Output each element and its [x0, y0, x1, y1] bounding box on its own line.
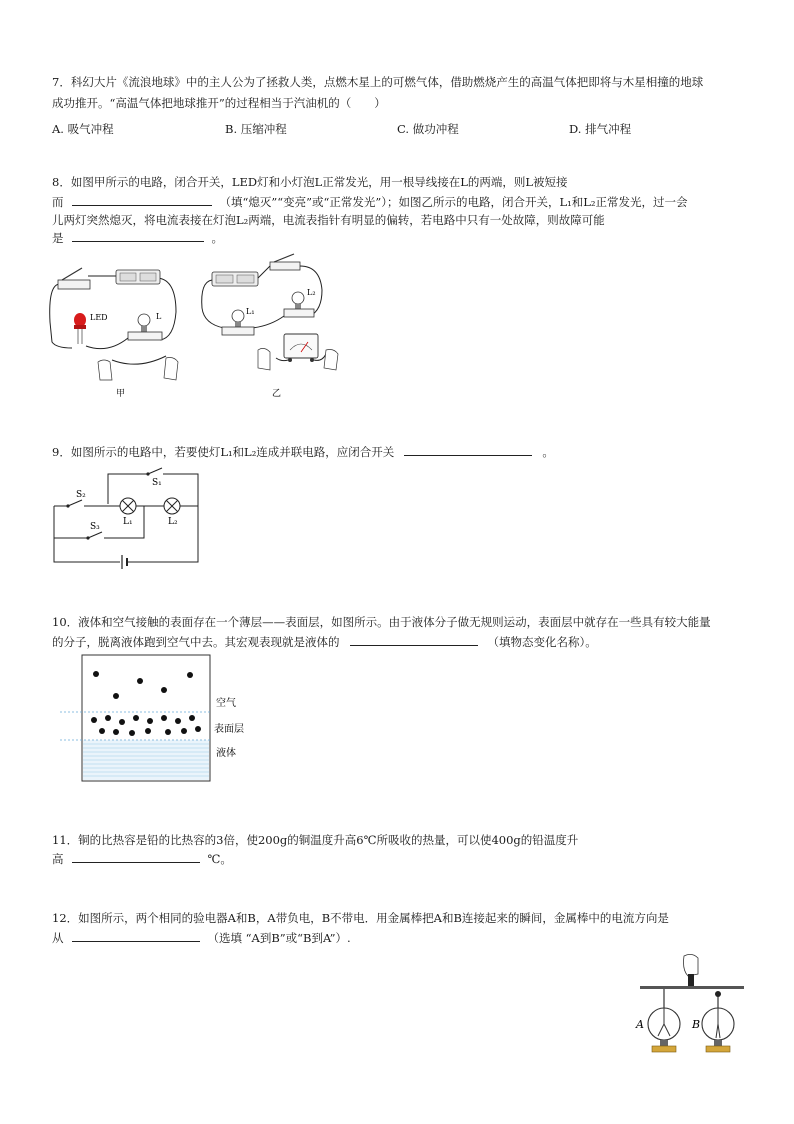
lamp-l1-label: L₁: [123, 517, 133, 527]
switch-s2-icon: [66, 500, 82, 508]
q7-line1: 7．科幻大片《流浪地球》中的主人公为了拯救人类，点燃木星上的可燃气体，借助燃烧产生的高温气体把即将与木星相撞的地球: [52, 75, 704, 89]
q8-line2-prefix: 而: [52, 195, 64, 209]
q8-line2-suffix: （填“熄灭”“变亮”或“正常发光”）；如图乙所示的电路，闭合开关，L₁和L₂正常发光，过一会: [219, 195, 688, 209]
switch-s1-label: S₁: [152, 478, 162, 488]
q8-figure-yi: [198, 250, 348, 402]
electroscope-b-label: B: [692, 1018, 701, 1031]
q12-answer-blank[interactable]: [72, 928, 200, 942]
q8-answer-blank-1[interactable]: [72, 192, 212, 206]
q11-line2-prefix: 高: [52, 852, 64, 866]
q8-line3: 儿两灯突然熄灭，将电流表接在灯泡L₂两端，电流表指针有明显的偏转，若电路中只有一处故障，则故障可能: [52, 213, 605, 227]
q7-option-a: A. 吸气冲程: [52, 122, 114, 136]
ammeter-icon: [284, 334, 318, 362]
electroscope-b-icon: [702, 991, 734, 1052]
lamp-l2-icon: [164, 498, 180, 514]
q8-figure-jia: [48, 262, 188, 402]
lamp-l1-icon: [120, 498, 136, 514]
q10-line1: 10．液体和空气接触的表面存在一个薄层——表面层，如图所示。由于液体分子做无规则运动，表面层中就存在一些具有较大能量: [52, 615, 711, 629]
liquid-label: 液体: [216, 748, 236, 759]
hand-right-icon: [164, 358, 178, 381]
hand-left-icon: [258, 348, 270, 370]
figure-yi-label: 乙: [272, 389, 282, 399]
q11-line2-suffix: ℃。: [207, 852, 232, 866]
q11-line1: 11．铜的比热容是铅的比热容的3倍，使200g的铜温度升高6℃所吸收的热量，可以使400g的铅温度升: [52, 833, 579, 847]
q9-text-suffix: 。: [542, 445, 554, 459]
led-label: LED: [90, 313, 108, 322]
q10-line2: [52, 632, 597, 652]
switch-s3-icon: [86, 532, 102, 540]
q10-figure: [60, 654, 280, 784]
switch-s1-icon: [146, 468, 162, 476]
q9-circuit-figure: [48, 466, 208, 570]
q12-line2-suffix: （选填 “A到B”或“B到A”）.: [207, 931, 351, 945]
bulb-l-label: L: [156, 312, 162, 321]
lamp-l2-label: L₂: [168, 517, 178, 527]
q8-line1: 8．如图甲所示的电路，闭合开关，LED灯和小灯泡L正常发光，用一根导线接在L的两端，则L被短接: [52, 175, 568, 189]
led-icon: [74, 313, 86, 344]
figure-jia-label: 甲: [116, 389, 126, 399]
air-label: 空气: [216, 698, 236, 709]
q11-answer-blank[interactable]: [72, 849, 200, 863]
q12-electroscope-figure: [632, 952, 748, 1058]
switch-s3-label: S₃: [90, 522, 100, 532]
bulb-l2-label: L₂: [307, 288, 316, 297]
electroscope-a-label: A: [636, 1018, 644, 1031]
battery-icon: [122, 555, 127, 569]
q12-line2: [52, 928, 351, 948]
q8-line4-prefix: 是: [52, 231, 64, 245]
q8-answer-blank-2[interactable]: [72, 228, 204, 242]
bulb-l1-label: L₁: [246, 307, 255, 316]
q10-line2-suffix: （填物态变化名称）。: [487, 635, 597, 649]
q7-line2: 成功推开。“高温气体把地球推开”的过程相当于汽油机的（ ）: [52, 96, 386, 110]
q9-text-prefix: 9．如图所示的电路中，若要使灯L₁和L₂连成并联电路，应闭合开关: [52, 445, 395, 459]
switch-s2-label: S₂: [76, 490, 86, 500]
q8-line4-suffix: 。: [211, 231, 223, 245]
q11-line2: [52, 849, 232, 869]
q12-line1: 12．如图所示，两个相同的验电器A和B，A带负电，B不带电．用金属棒把A和B连接起来的瞬间，金属棒中的电流方向是: [52, 911, 669, 925]
q9-line: [52, 442, 554, 462]
liquid-region: [83, 740, 209, 780]
q9-answer-blank[interactable]: [404, 442, 532, 456]
electroscope-a-icon: [648, 989, 680, 1052]
hand-icon: [684, 954, 699, 986]
q12-line2-prefix: 从: [52, 931, 64, 945]
hand-left-icon: [98, 360, 112, 380]
q8-line4: [52, 228, 223, 248]
q7-option-c: C. 做功冲程: [397, 122, 459, 136]
surface-layer-label: 表面层: [214, 724, 244, 735]
q8-line2: [52, 192, 688, 212]
metal-rod: [640, 986, 744, 989]
q10-answer-blank[interactable]: [350, 632, 478, 646]
q7-option-d: D. 排气冲程: [569, 122, 632, 136]
q7-option-b: B. 压缩冲程: [225, 122, 287, 136]
hand-right-icon: [324, 350, 338, 371]
q10-line2-prefix: 的分子，脱离液体跑到空气中去。其宏观表现就是液体的: [52, 635, 340, 649]
